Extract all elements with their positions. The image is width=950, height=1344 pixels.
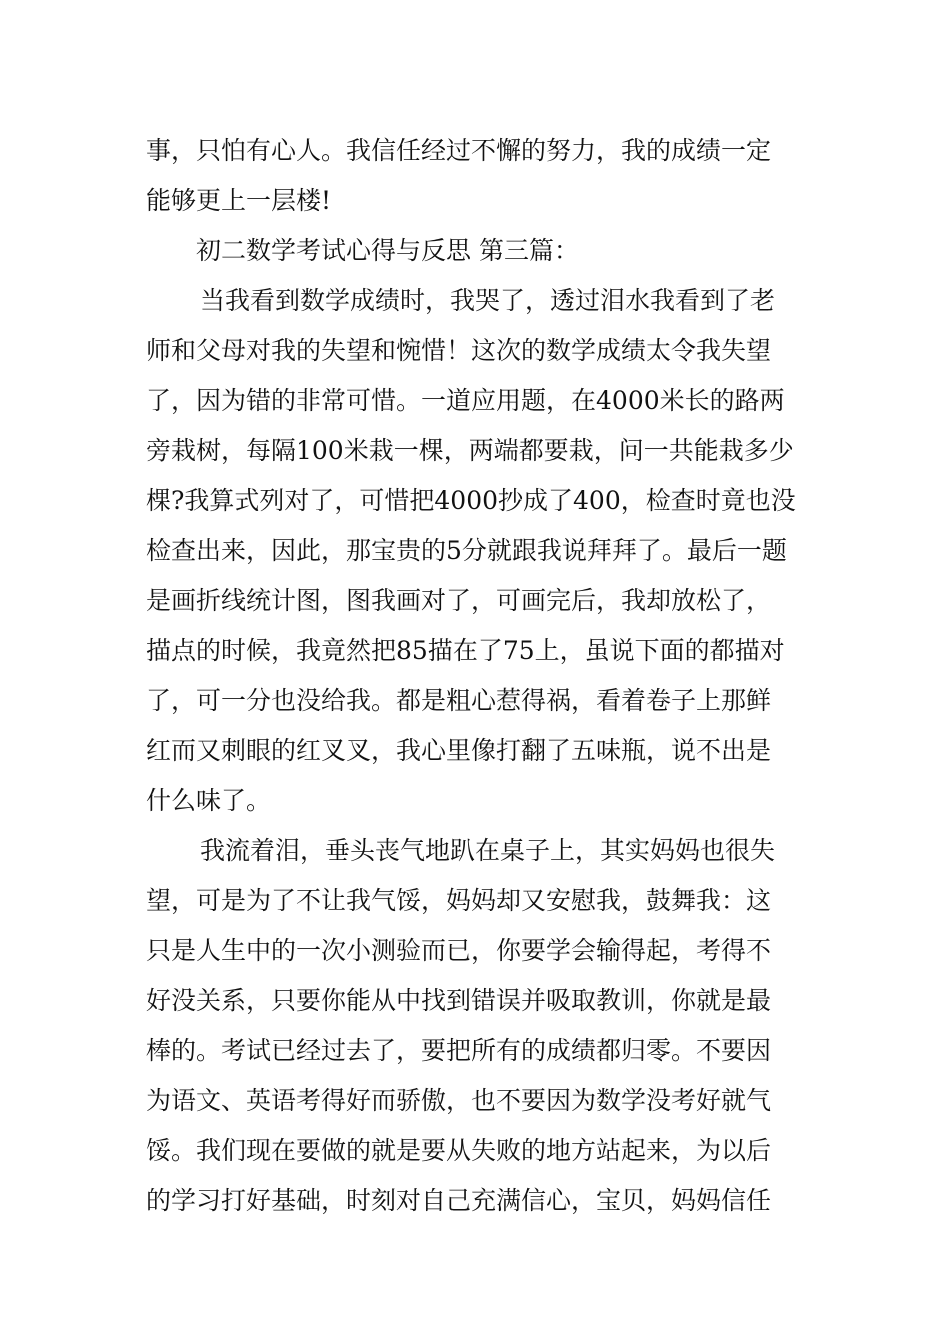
text-line: 了，可一分也没给我。都是粗心惹得祸，看着卷子上那鲜 — [146, 686, 772, 715]
text-line: 好没关系，只要你能从中找到错误并吸取教训，你就是最 — [146, 986, 772, 1015]
text-line: 只是人生中的一次小测验而已，你要学会输得起，考得不 — [146, 936, 772, 965]
text-line: 旁栽树，每隔100米栽一棵，两端都要栽，问一共能栽多少 — [146, 436, 794, 465]
text-line: 我流着泪，垂头丧气地趴在桌子上，其实妈妈也很失 — [200, 836, 776, 865]
text-line: 能够更上一层楼! — [146, 186, 332, 215]
text-line: 是画折线统计图，图我画对了，可画完后，我却放松了， — [146, 586, 772, 615]
text-line: 望，可是为了不让我气馁，妈妈却又安慰我，鼓舞我：这 — [146, 886, 772, 915]
text-line: 馁。我们现在要做的就是要从失败的地方站起来，为以后 — [146, 1136, 772, 1165]
text-line: 为语文、英语考得好而骄傲，也不要因为数学没考好就气 — [146, 1086, 772, 1115]
text-line: 的学习打好基础，时刻对自己充满信心，宝贝，妈妈信任 — [146, 1186, 772, 1215]
text-line: 了，因为错的非常可惜。一道应用题，在4000米长的路两 — [146, 386, 785, 415]
text-line: 棵?我算式列对了，可惜把4000抄成了400，检查时竟也没 — [146, 486, 796, 515]
text-line: 红而又刺眼的红叉叉，我心里像打翻了五味瓶，说不出是 — [146, 736, 772, 765]
text-line: 什么味了。 — [146, 786, 272, 815]
text-line: 事，只怕有心人。我信任经过不懈的努力，我的成绩一定 — [146, 136, 772, 165]
text-line: 描点的时候，我竟然把85描在了75上，虽说下面的都描对 — [146, 636, 785, 665]
section-heading: 初二数学考试心得与反思 第三篇： — [196, 236, 579, 265]
text-line: 当我看到数学成绩时，我哭了，透过泪水我看到了老 — [200, 286, 776, 315]
text-line: 师和父母对我的失望和惋惜！这次的数学成绩太令我失望 — [146, 336, 772, 365]
text-line: 检查出来，因此，那宝贵的5分就跟我说拜拜了。最后一题 — [146, 536, 787, 565]
text-line: 棒的。考试已经过去了，要把所有的成绩都归零。不要因 — [146, 1036, 772, 1065]
